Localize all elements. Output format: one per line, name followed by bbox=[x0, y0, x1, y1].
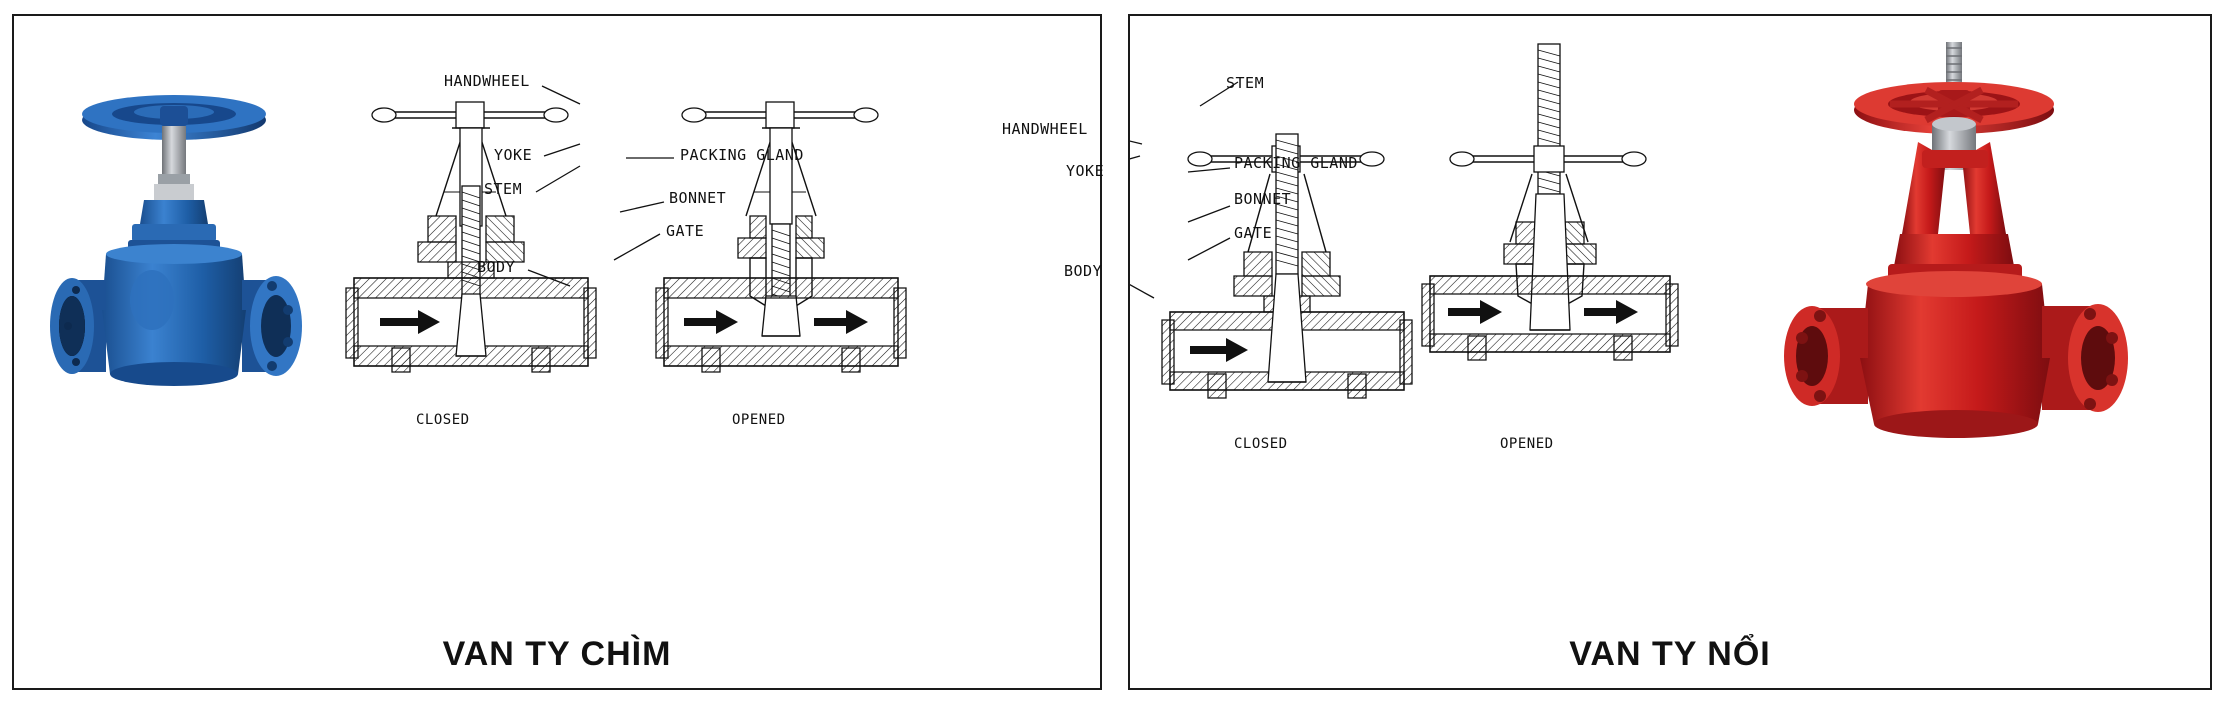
label-handwheel-left: HANDWHEEL bbox=[444, 72, 530, 90]
red-gate-valve-photo bbox=[1750, 38, 2190, 458]
label-stem-right: STEM bbox=[1226, 74, 1265, 92]
caption-closed-right: CLOSED bbox=[1234, 436, 1288, 452]
label-yoke-left: YOKE bbox=[494, 146, 533, 164]
panel-van-ty-noi bbox=[1002, 14, 2212, 690]
label-packing-gland-right: PACKING GLAND bbox=[1234, 154, 1358, 172]
caption-closed-left: CLOSED bbox=[416, 412, 470, 428]
label-packing-gland-left: PACKING GLAND bbox=[680, 146, 804, 164]
label-yoke-right: YOKE bbox=[1066, 162, 1105, 180]
label-handwheel-right: HANDWHEEL bbox=[1002, 120, 1088, 138]
panel-title-right: VAN TY NỔI bbox=[1569, 635, 1771, 673]
panel-title-left: VAN TY CHÌM bbox=[442, 635, 672, 673]
panel-van-ty-chim bbox=[12, 14, 1105, 690]
label-gate-left: GATE bbox=[666, 222, 705, 240]
label-body-right: BODY bbox=[1064, 262, 1103, 280]
label-stem-left: STEM bbox=[484, 180, 523, 198]
label-bonnet-right: BONNET bbox=[1234, 190, 1292, 208]
label-bonnet-left: BONNET bbox=[669, 189, 727, 207]
label-body-left: BODY bbox=[477, 258, 516, 276]
leader-lines-left bbox=[14, 16, 1104, 692]
caption-opened-right: OPENED bbox=[1500, 436, 1554, 452]
caption-opened-left: OPENED bbox=[732, 412, 786, 428]
label-gate-right: GATE bbox=[1234, 224, 1273, 242]
